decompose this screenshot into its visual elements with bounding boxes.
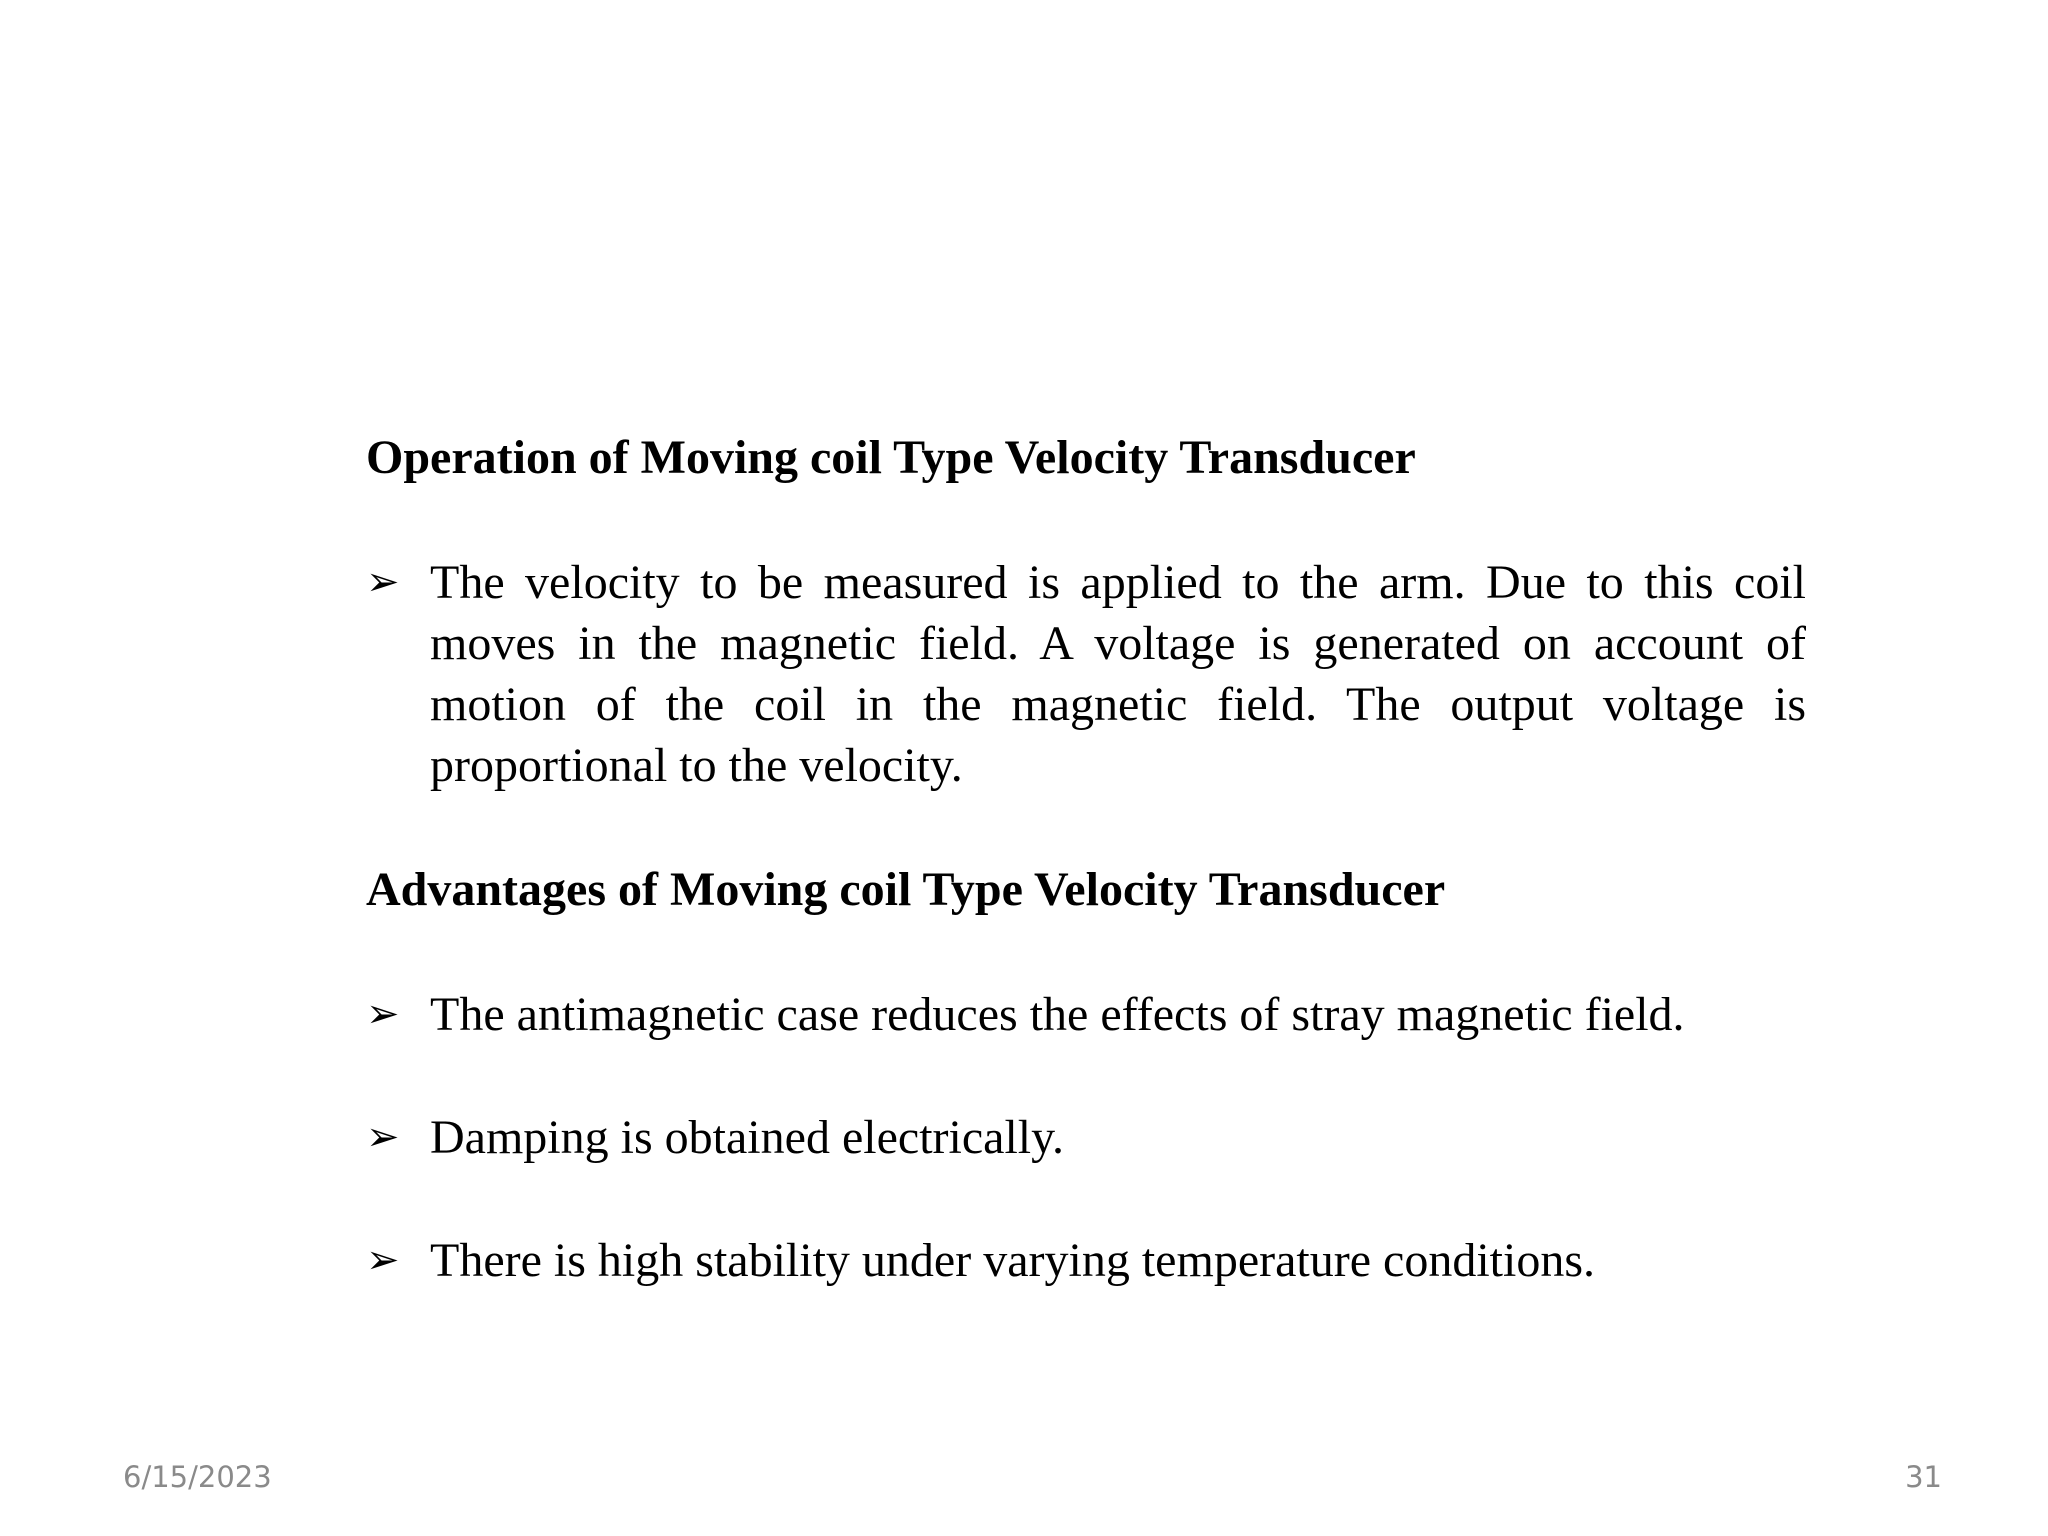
advantage-bullet-2	[366, 1107, 1806, 1168]
arrow-bullet-icon: ➢	[366, 559, 400, 605]
advantage-bullet-text: Damping is obtained electrically.	[430, 1111, 1065, 1164]
advantages-heading: Advantages of Moving coil Type Velocity Transducer	[366, 863, 1446, 916]
advantage-bullet-text: There is high stability under varying temperature conditions.	[430, 1234, 1596, 1287]
arrow-bullet-icon: ➢	[366, 1114, 400, 1160]
footer-date: 6/15/2023	[123, 1460, 272, 1494]
slide-number: 31	[1905, 1460, 1942, 1494]
advantage-bullet-text: The antimagnetic case reduces the effects of stray magnetic field.	[430, 988, 1685, 1041]
operation-bullet	[366, 552, 1806, 796]
advantage-bullet-1	[366, 984, 1806, 1045]
arrow-bullet-icon: ➢	[366, 1237, 400, 1283]
advantage-bullet-3	[366, 1230, 1806, 1291]
operation-bullet-text: The velocity to be measured is applied to the arm. Due to this coil moves in the magnetic field. A voltage is generated on account of motion of the coil in the magnetic field. The output voltage is proportional to the velocity.	[430, 556, 1806, 792]
slide-content	[366, 428, 1806, 1291]
operation-heading: Operation of Moving coil Type Velocity Transducer	[366, 431, 1416, 484]
arrow-bullet-icon: ➢	[366, 991, 400, 1037]
